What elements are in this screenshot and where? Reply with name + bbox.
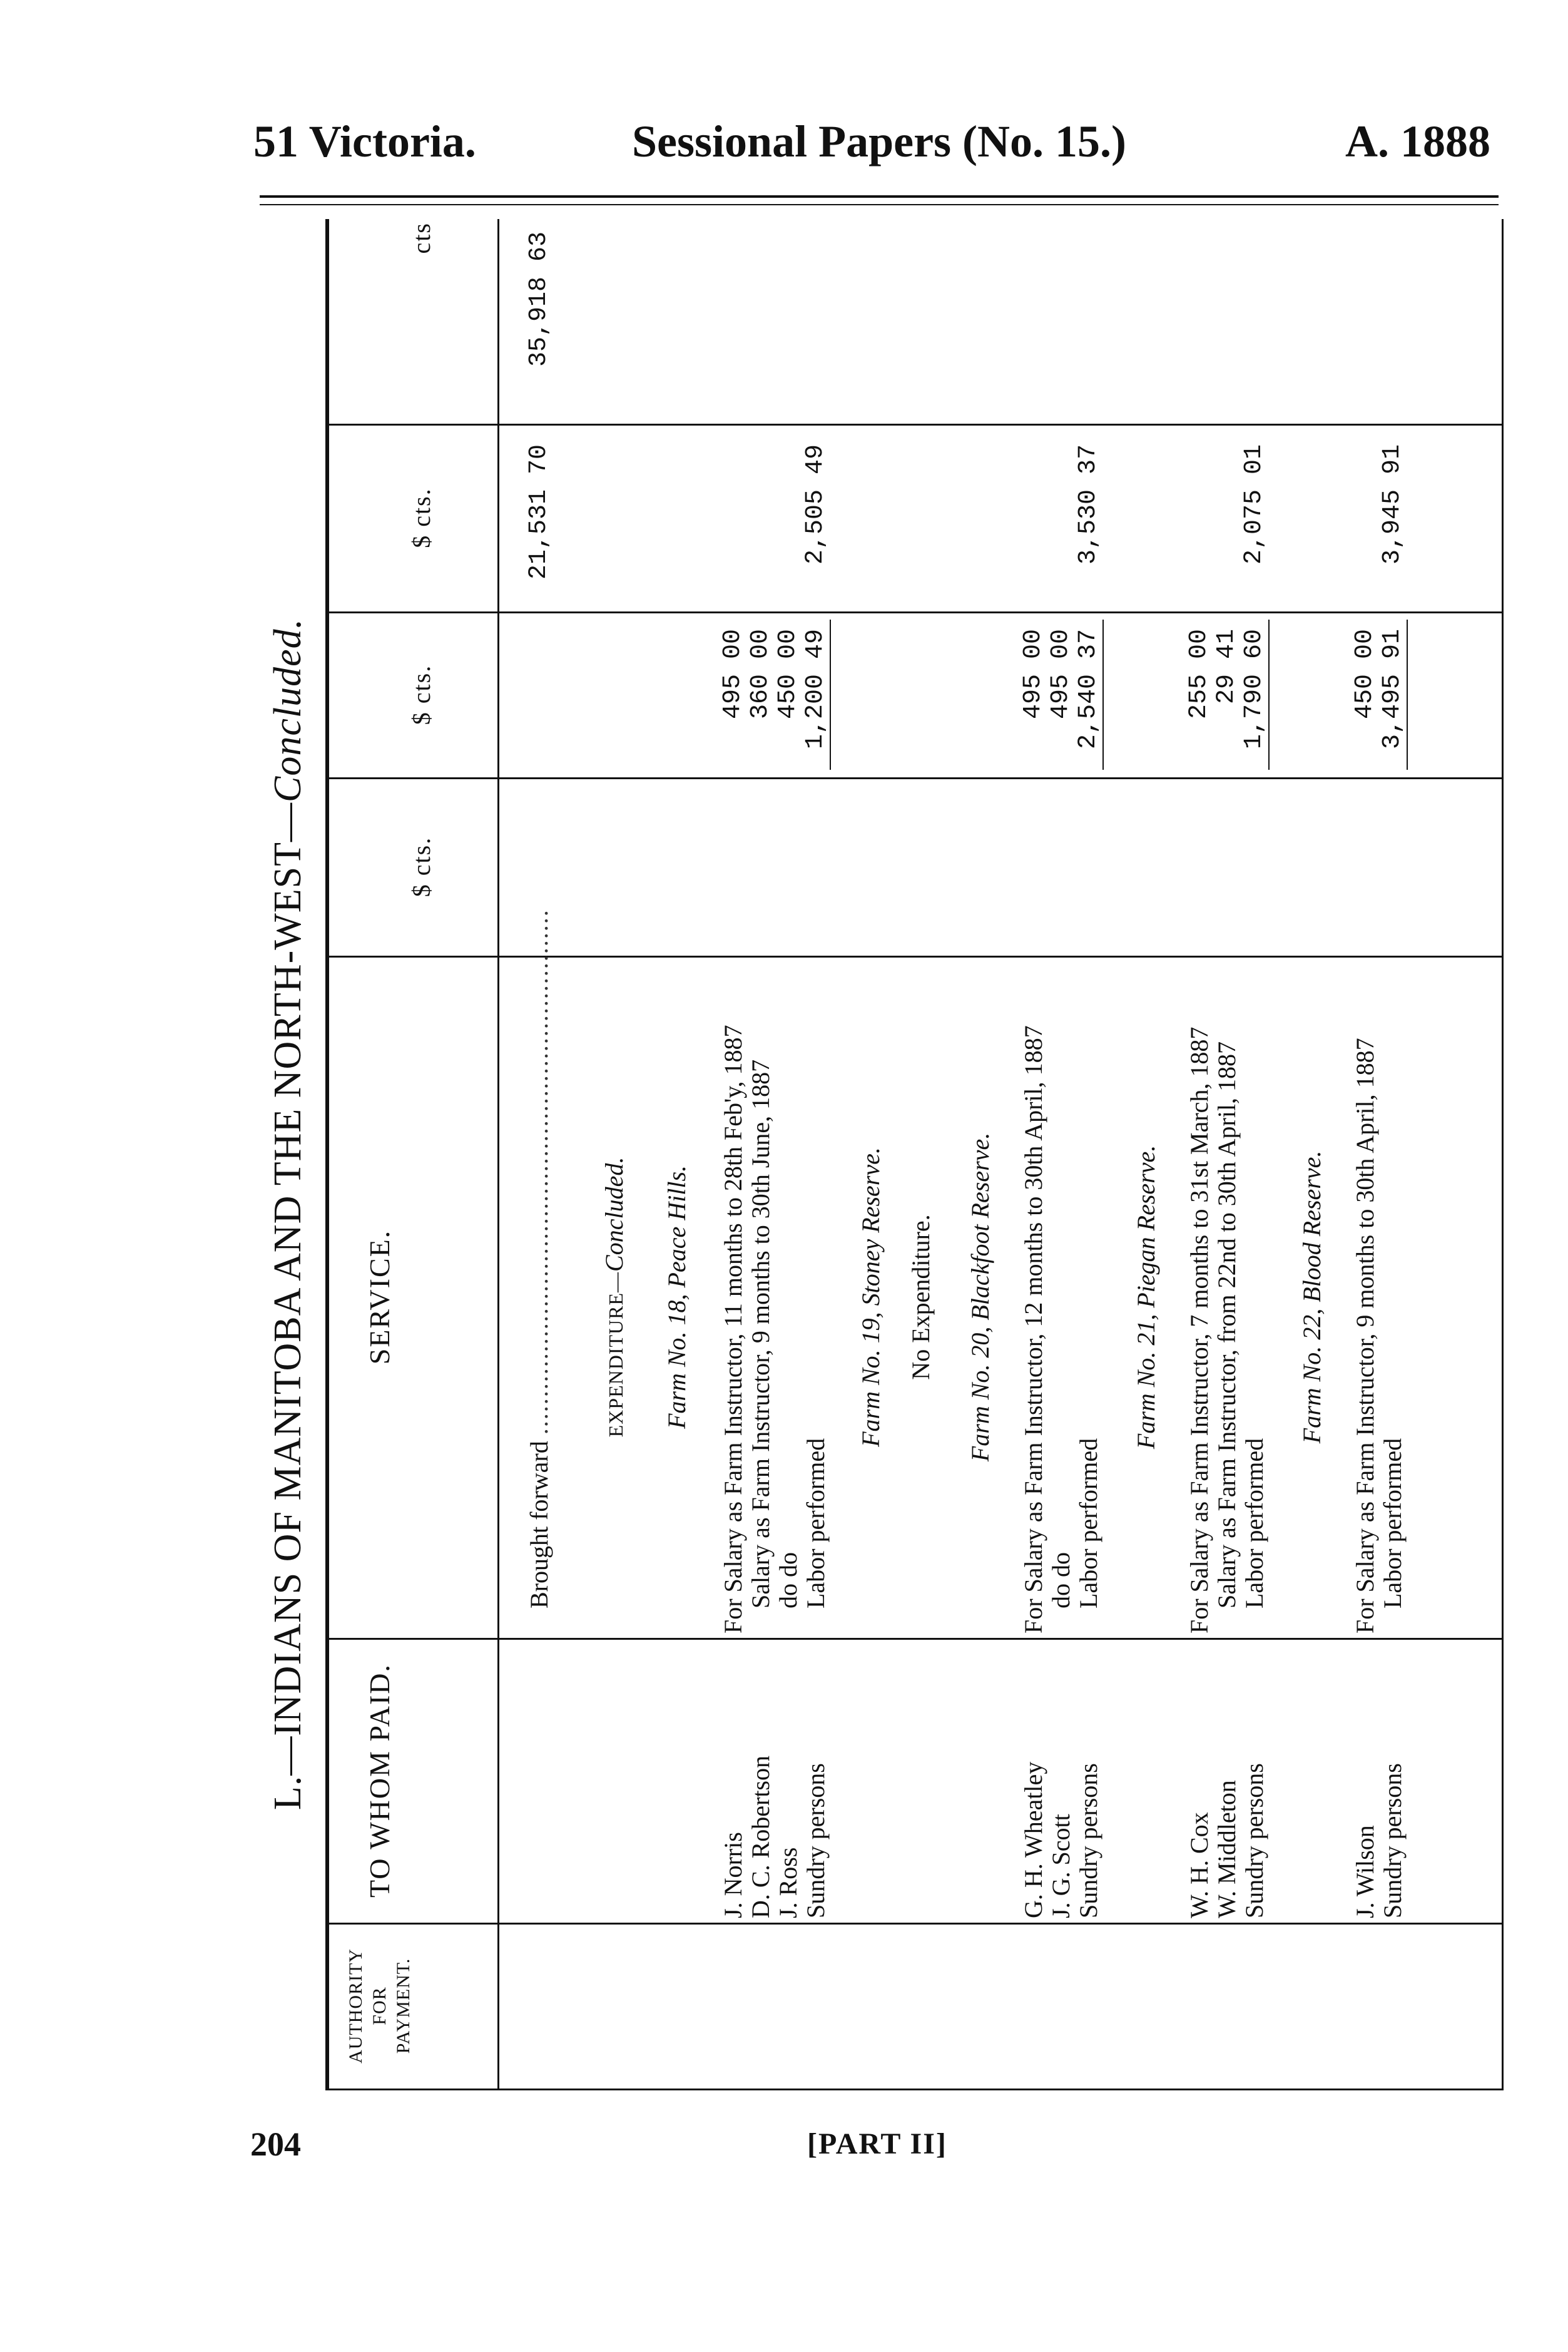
list-item: Sundry persons	[802, 1763, 830, 1918]
col-sep-col3	[327, 424, 1502, 426]
list-item: G. H. Wheatley	[1019, 1761, 1047, 1918]
amount: 3,495 91	[1378, 629, 1407, 750]
farm-18-total: 2,505 49	[802, 444, 830, 565]
part-label: [PART II]	[807, 2127, 947, 2160]
table-title: L.—INDIANS OF MANITOBA AND THE NORTH-WEST—Concluded.	[267, 618, 309, 1811]
list-item: Labor performed	[1074, 1438, 1102, 1608]
list-item: Labor performed	[1240, 1438, 1268, 1608]
header-sessional-papers: Sessional Papers (No. 15.)	[632, 116, 1126, 166]
subtotal-rule	[1102, 620, 1104, 770]
list-item: Salary as Farm Instructor, from 22nd to 30th April, 1887	[1213, 1041, 1241, 1608]
list-item: For Salary as Farm Instructor, 9 months to 30th April, 1887	[1351, 1038, 1379, 1634]
amount: 255 00	[1185, 629, 1213, 720]
header-service: SERVICE.	[364, 1229, 395, 1365]
amount: 2,540 37	[1074, 629, 1102, 750]
list-item: For Salary as Farm Instructor, 7 months to 31st March, 1887	[1185, 1026, 1213, 1634]
header-col1: $ cts.	[407, 836, 435, 897]
brought-forward-label: Brought forward ......................................................................	[525, 909, 553, 1608]
farm-20-total: 3,530 37	[1074, 444, 1102, 565]
list-item: W. H. Cox	[1185, 1812, 1213, 1918]
list-item: For Salary as Farm Instructor, 12 months to 30th April, 1887	[1019, 1025, 1047, 1634]
header-authority: AUTHORITY FOR PAYMENT.	[345, 1948, 414, 2063]
table-top-border	[325, 219, 329, 2090]
header-col3: $ cts.	[407, 488, 435, 548]
header-session: 51 Victoria.	[253, 116, 476, 166]
amount: 1,200 49	[802, 629, 830, 750]
col-sep-authority	[327, 1923, 1502, 1925]
col-sep-col1	[327, 777, 1502, 779]
farm-22-total: 3,945 91	[1378, 444, 1407, 565]
amount: 450 00	[774, 629, 802, 720]
farm-20-heading: Farm No. 20, Blackfoot Reserve.	[966, 1132, 994, 1462]
farm-19-heading: Farm No. 19, Stoney Reserve.	[857, 1147, 885, 1447]
header-rule-thin	[260, 204, 1499, 205]
header-col4: cts	[407, 222, 435, 254]
amount: 1,790 60	[1240, 629, 1268, 750]
list-item: Labor performed	[802, 1438, 830, 1608]
page-number: 204	[250, 2125, 301, 2163]
farm-21-heading: Farm No. 21, Piegan Reserve.	[1132, 1145, 1160, 1450]
list-item: J. Ross	[774, 1847, 802, 1918]
amount: 29 41	[1213, 629, 1241, 705]
amount: 495 00	[719, 629, 747, 720]
brought-forward-col4: 35,918 63	[525, 232, 553, 367]
farm-21-total: 2,075 01	[1240, 444, 1268, 565]
list-item: J. G. Scott	[1047, 1814, 1075, 1918]
list-item: J. Norris	[719, 1832, 747, 1918]
farm-22-heading: Farm No. 22, Blood Reserve.	[1298, 1150, 1326, 1444]
table-bottom-border	[1502, 219, 1504, 2090]
list-item: do do	[1047, 1552, 1075, 1608]
farm-18-heading: Farm No. 18, Peace Hills.	[663, 1165, 691, 1429]
list-item: For Salary as Farm Instructor, 11 months to 28th Feb'y, 1887	[719, 1025, 747, 1634]
list-item: Sundry persons	[1074, 1763, 1102, 1918]
header-col2: $ cts.	[407, 664, 435, 725]
farm-19-note: No Expenditure.	[907, 1214, 935, 1380]
list-item: D. C. Robertson	[746, 1756, 775, 1918]
list-item: Sundry persons	[1378, 1763, 1407, 1918]
header-to-whom-paid: TO WHOM PAID.	[364, 1663, 395, 1898]
subtotal-rule	[830, 620, 831, 770]
col-sep-payee	[327, 1638, 1502, 1640]
list-item: Sundry persons	[1240, 1763, 1268, 1918]
table-left-border	[325, 2089, 1504, 2090]
amount: 450 00	[1351, 629, 1379, 720]
col-sep-col2	[327, 611, 1502, 613]
amount: 495 00	[1019, 629, 1047, 720]
header-rule	[260, 195, 1499, 198]
header-row-rule	[497, 219, 499, 2090]
subtotal-rule	[1268, 620, 1270, 770]
list-item: do do	[774, 1552, 802, 1608]
list-item: J. Wilson	[1351, 1825, 1379, 1918]
header-year: A. 1888	[1345, 116, 1490, 166]
subtotal-rule	[1407, 620, 1408, 770]
expenditure-heading: EXPENDITURE—Concluded.	[600, 1157, 628, 1438]
amount: 360 00	[746, 629, 775, 720]
list-item: W. Middleton	[1213, 1780, 1241, 1918]
list-item: Labor performed	[1378, 1438, 1407, 1608]
amount: 495 00	[1047, 629, 1075, 720]
rotated-table	[263, 213, 1514, 2090]
brought-forward-col3: 21,531 70	[525, 444, 553, 580]
list-item: Salary as Farm Instructor, 9 months to 30th June, 1887	[746, 1059, 775, 1608]
